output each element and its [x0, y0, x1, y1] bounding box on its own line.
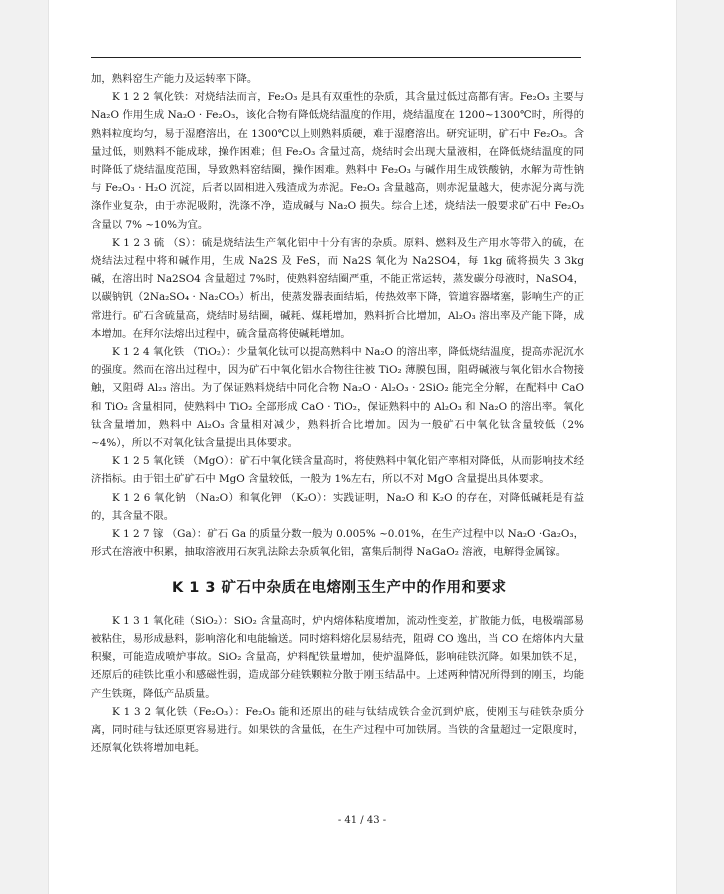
- paragraph-k132-iron-oxide: K 1 3 2 氧化铁（Fe₂O₃）：Fe₂O₃ 能和还原出的硅与钛结成铁合金沉到炉底，使刚玉与硅铁杂质分离，同时硅与钛还原更容易进行。如果铁的含量低，在生产过程中可加铁屑。当铁的含量超过一定限度时，还原氧化铁将增加电耗。: [91, 705, 584, 755]
- page-number: - 41 / 43 -: [337, 815, 387, 826]
- paragraph-continuation: 加，熟料窑生产能力及运转率下降。: [91, 73, 258, 85]
- paragraph-k126-sodium-potassium-oxide: K 1 2 6 氧化钠 （Na₂O）和氧化钾 （K₂O）：实践证明，Na₂O 和 K₂O 的存在，对降低碱耗是有益的，其含量不限。: [91, 491, 584, 522]
- document-body: [91, 70, 584, 757]
- section-heading-k13: K 1 3 矿石中杂质在电熔刚玉生产中的作用和要求: [172, 580, 507, 597]
- header-rule: [91, 57, 581, 58]
- paragraph-k123-sulfur: K 1 2 3 硫 （S）：硫是烧结法生产氧化铝中十分有害的杂质。原料、燃料及生产用水等带入的硫，在烧结法过程中将和碱作用，生成 Na2S 及 FeS，而 Na2S 氧化为 Na2SO4，每 1kg 硫将损失 3 3kg 碱，在溶出时 Na2SO4 含量超过 7%时，使熟料窑结圈严重，不能正常运转，蒸发碳分母液时，NaSO4，以碳钠钒（2Na₂SO₄ · Na₂CO₃）析出，使蒸发器表面结垢，传热效率下降，管道容器堵塞，影响生产的正常进行。矿石含硫量高，烧结时易结圈，碱耗、煤耗增加，熟料折合比增加，Al₂O₃ 溶出率及产能下降，成本增加。在拜尔法熔出过程中，硫含量高将使碱耗增加。: [91, 236, 584, 340]
- paragraph-k127-gallium: K 1 2 7 镓 （Ga）：矿石 Ga 的质量分数一般为 0.005% ~0.01%，在生产过程中以 Na₂O ·Ga₂O₃，形式在溶液中积累，抽取溶液用石灰乳法除去杂质氧化铝，富集后制得 NaGaO₂ 溶液，电解得金属镓。: [91, 528, 584, 559]
- paragraph-k125-magnesium-oxide: K 1 2 5 氧化镁 （MgO）：矿石中氧化镁含量高时，将使熟料中氧化铝产率相对降低，从而影响技术经济指标。由于铝土矿矿石中 MgO 含量较低，一般为 1%左右，所以不对 MgO 含量提出具体要求。: [91, 455, 584, 486]
- paragraph-k122-iron-oxide: K 1 2 2 氧化铁：对烧结法而言，Fe₂O₃ 是具有双重性的杂质，其含量过低过高都有害。Fe₂O₃ 主要与 Na₂O 作用生成 Na₂O · Fe₂O₃，该化合物有降低烧结温度的作用，烧结温度在 1200~1300℃时，所得的熟料粒度均匀，易于湿磨溶出，在 1300℃以上则熟料质硬，难于湿磨溶出。研究证明，矿石中 Fe₂O₃。含量过低，则熟料不能成球，操作困难；但 Fe₂O₃ 含量过高，烧结时会出现大量液相，在降低烧结温度的同时降低了烧结温度范围，导致熟料窑结圈，操作困难。熟料中 Fe₂O₃ 与碱作用生成铁酸钠，水解为苛性钠与 Fe₂O₃ · H₂O 沉淀，后者以固相进入残渣成为赤泥。Fe₂O₃ 含量越高，则赤泥量越大，使赤泥分离与洗涤作业复杂，由于赤泥吸附，洗涤不净，造成碱与 Na₂O 损失。综合上述，烧结法一般要求矿石中 Fe₂O₃ 含量以 7% ~10%为宜。: [91, 91, 584, 231]
- paragraph-k131-silicon-oxide: K 1 3 1 氧化硅（SiO₂）：SiO₂ 含量高时，炉内熔体粘度增加，流动性变差，扩散能力低，电极端部易被粘住，易形成悬料，影响溶化和电能输送。同时熔料熔化层易结壳，阻碍 CO 逸出，当 CO 在熔体内大量积聚，可能造成喷炉事故。SiO₂ 含量高，炉料配铁量增加，使炉温降低，影响硅铁沉降。如果加铁不足，还原后的硅铁比重小和感磁性弱，造成部分硅铁颗粒分散于刚玉结晶中。上述两种情况所得到的刚玉，均能产生铁斑，降低产品质量。: [91, 614, 584, 700]
- paragraph-k124-titanium-oxide: K 1 2 4 氧化铁 （TiO₂）：少量氧化钛可以提高熟料中 Na₂O 的溶出率，降低烧结温度，提高赤泥沉水的强度。然而在溶出过程中，因为矿石中氧化铝水合物往往被 TiO₂ 薄膜包围，阻碍碱液与氧化铝水合物接触，又阻碍 Al₂₃ 溶出。为了保证熟料烧结中同化合物 Na₂O · Al₂O₃ · 2SiO₂ 能完全分解，在配料中 CaO 和 TiO₂ 含量相同，使熟料中 TiO₂ 全部形成 CaO · TiO₂，保证熟料中的 Al₂O₃ 和 Na₂O 的溶出率。氧化钛含量增加，熟料中 Ai₂O₃ 含量相对减少，熟料折合比增加。因为一般矿石中氧化钛含量较低（2% ~4%），所以不对氧化钛含量提出具体要求。: [91, 346, 584, 450]
